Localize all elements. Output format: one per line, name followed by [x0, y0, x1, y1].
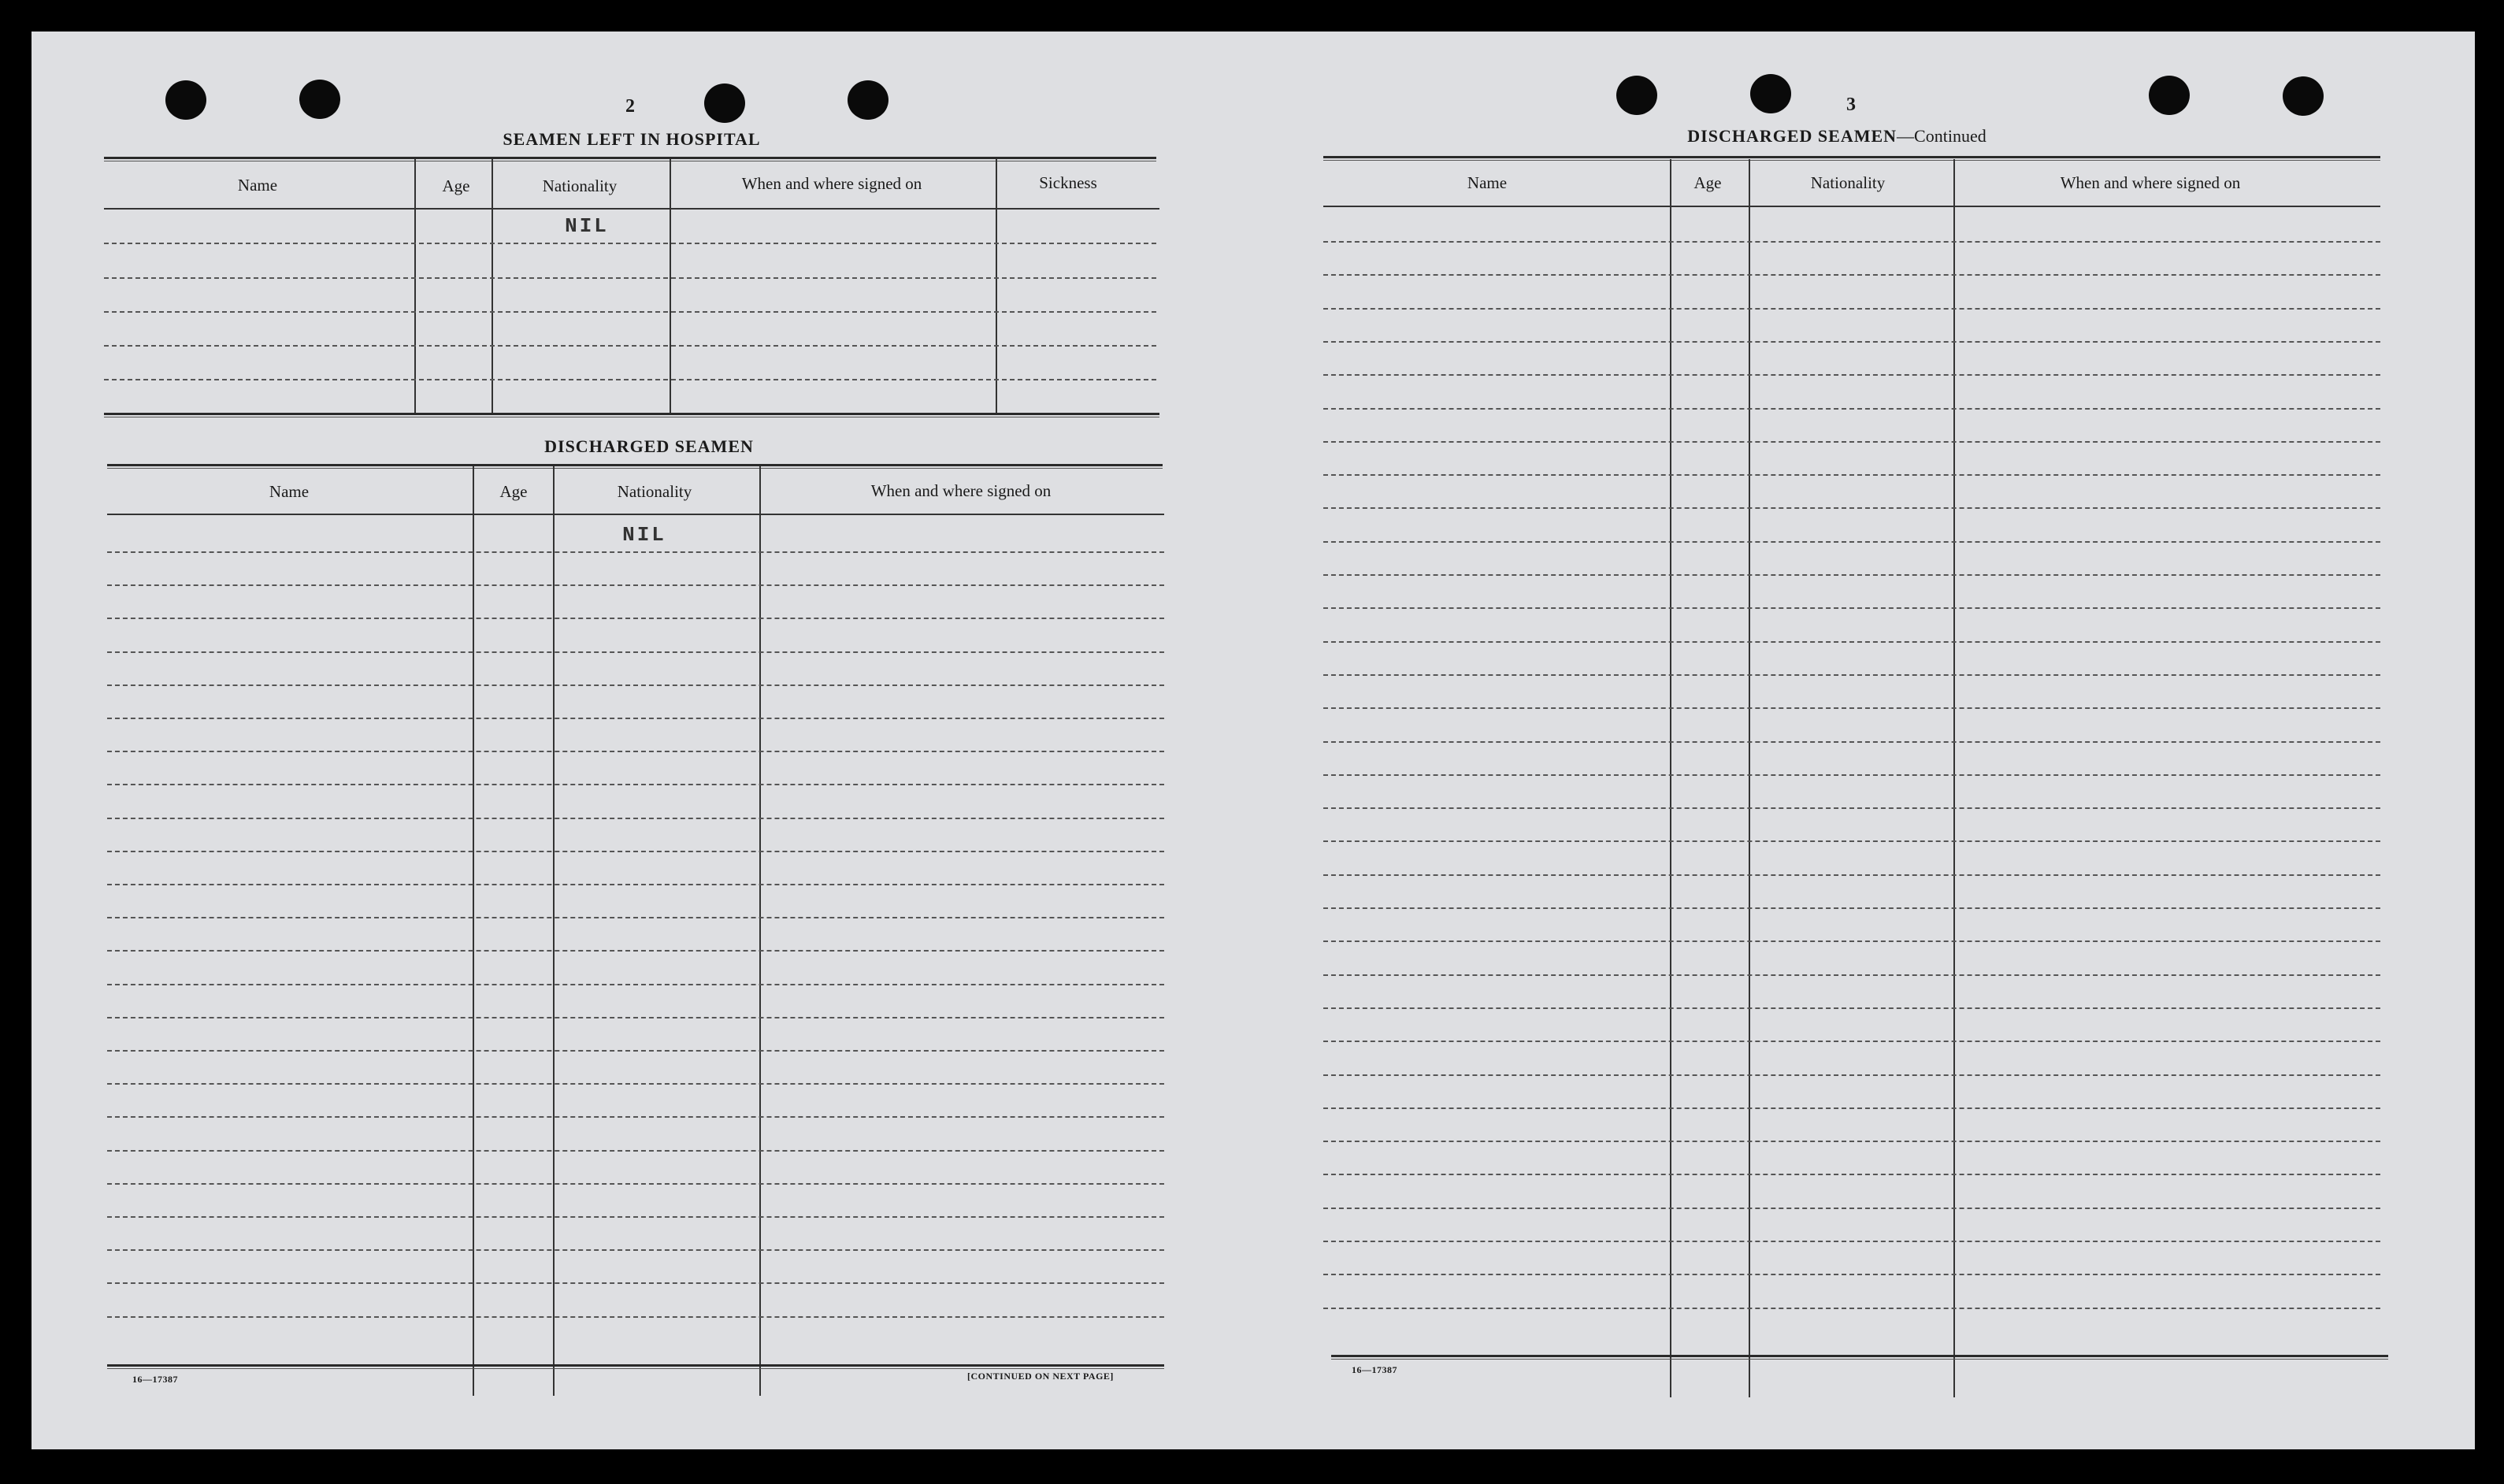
- hospital-top-rule: [104, 157, 1156, 161]
- right-bottom-rule: [1331, 1355, 2388, 1360]
- hospital-header-rule: [104, 208, 1159, 210]
- table-row: [104, 311, 1156, 313]
- punch-hole: [299, 80, 340, 119]
- form-number-right: 16—17387: [1352, 1364, 1397, 1375]
- table-row: [1323, 1141, 2380, 1142]
- hospital-col-divider: [414, 159, 416, 414]
- table-row: [1323, 741, 2380, 743]
- table-row: [107, 950, 1164, 952]
- hospital-header-sickness: Sickness: [1039, 173, 1097, 192]
- table-row: [107, 784, 1164, 785]
- right-col-divider: [1749, 159, 1750, 1397]
- table-row: [107, 884, 1164, 885]
- discharged-nationality-entry: NIL: [622, 523, 666, 547]
- table-row: [1323, 641, 2380, 643]
- discharged-top-rule: [107, 464, 1163, 469]
- discharged-header-rule: [107, 514, 1164, 515]
- right-header-signed-on: When and where signed on: [2060, 173, 2241, 192]
- table-row: [1323, 774, 2380, 776]
- table-row: [1323, 607, 2380, 609]
- hospital-section-title: SEAMEN LEFT IN HOSPITAL: [503, 129, 761, 149]
- table-row: [1323, 674, 2380, 676]
- table-row: [107, 1316, 1164, 1318]
- hospital-header-name: Name: [237, 176, 278, 195]
- right-header-rule: [1323, 206, 2380, 207]
- right-header-age: Age: [1693, 173, 1722, 192]
- table-row: [107, 851, 1164, 852]
- discharged-col-divider: [473, 466, 474, 1396]
- page-number-right: 3: [1846, 95, 1856, 115]
- table-row: [1323, 441, 2380, 443]
- discharged-header-age: Age: [499, 482, 528, 501]
- table-row: [1323, 1208, 2380, 1209]
- continued-note: [CONTINUED ON NEXT PAGE]: [967, 1371, 1114, 1382]
- page-number-left: 2: [625, 96, 635, 117]
- punch-hole: [704, 83, 745, 123]
- table-row: [107, 1050, 1164, 1052]
- hospital-col-divider: [996, 159, 997, 414]
- hospital-header-signed-on: When and where signed on: [741, 174, 922, 193]
- table-row: [107, 1282, 1164, 1284]
- table-row: [1323, 408, 2380, 410]
- discharged-col-divider: [553, 466, 555, 1396]
- discharged-header-nationality: Nationality: [617, 482, 692, 501]
- table-row: [107, 751, 1164, 752]
- table-row: [1323, 308, 2380, 310]
- table-row: [1323, 1041, 2380, 1042]
- table-row: [1323, 474, 2380, 476]
- table-row: [107, 1249, 1164, 1251]
- discharged-section-title: DISCHARGED SEAMEN: [544, 436, 754, 456]
- table-row: [1323, 1241, 2380, 1242]
- right-header-nationality: Nationality: [1810, 173, 1886, 192]
- table-row: [107, 651, 1164, 653]
- table-row: [1323, 840, 2380, 842]
- hospital-header-nationality: Nationality: [542, 176, 618, 195]
- table-row: [107, 1116, 1164, 1118]
- table-row: [107, 917, 1164, 918]
- form-number-left: 16—17387: [132, 1374, 178, 1385]
- table-row: [107, 718, 1164, 719]
- table-row: [1323, 241, 2380, 243]
- punch-hole: [165, 80, 206, 120]
- table-row: [1323, 940, 2380, 942]
- punch-hole: [1750, 74, 1791, 113]
- right-col-divider: [1670, 159, 1671, 1397]
- table-row: [1323, 1074, 2380, 1076]
- table-row: [1323, 374, 2380, 376]
- table-row: [1323, 1107, 2380, 1109]
- table-row: [1323, 541, 2380, 543]
- document-sheet: [32, 32, 2475, 1449]
- table-row: [1323, 707, 2380, 709]
- table-row: [1323, 1174, 2380, 1175]
- table-row: [1323, 341, 2380, 343]
- table-row: [104, 277, 1156, 279]
- table-row: [1323, 1007, 2380, 1009]
- hospital-col-divider: [492, 159, 493, 414]
- hospital-bottom-rule: [104, 413, 1159, 417]
- table-row: [1323, 1274, 2380, 1275]
- hospital-header-age: Age: [442, 176, 470, 195]
- right-col-divider: [1953, 159, 1955, 1397]
- discharged-header-name: Name: [269, 482, 310, 501]
- table-row: [107, 1017, 1164, 1018]
- table-row: [107, 584, 1164, 586]
- discharged-bottom-rule: [107, 1364, 1164, 1369]
- right-title-main: DISCHARGED SEAMEN: [1687, 126, 1897, 146]
- punch-hole: [2283, 76, 2324, 116]
- table-row: [1323, 907, 2380, 909]
- table-row: [104, 345, 1156, 347]
- table-row: [107, 618, 1164, 619]
- table-row: [1323, 874, 2380, 876]
- table-row: [104, 379, 1156, 380]
- table-row: [1323, 1308, 2380, 1309]
- right-top-rule: [1323, 156, 2380, 161]
- table-row: [104, 243, 1156, 244]
- right-title-continued: —Continued: [1897, 126, 1987, 146]
- hospital-nationality-entry: NIL: [565, 214, 609, 238]
- table-row: [1323, 274, 2380, 276]
- table-row: [1323, 807, 2380, 809]
- discharged-col-divider: [759, 466, 761, 1396]
- table-row: [1323, 574, 2380, 576]
- table-row: [107, 818, 1164, 819]
- right-header-name: Name: [1467, 173, 1508, 192]
- table-row: [107, 1150, 1164, 1152]
- right-section-title: [1687, 126, 1986, 147]
- table-row: [107, 1183, 1164, 1185]
- punch-hole: [2149, 76, 2190, 115]
- discharged-header-signed-on: When and where signed on: [870, 481, 1052, 500]
- table-row: [107, 551, 1164, 553]
- punch-hole: [848, 80, 888, 120]
- hospital-col-divider: [670, 159, 671, 414]
- table-row: [1323, 507, 2380, 509]
- table-row: [107, 984, 1164, 985]
- table-row: [107, 1083, 1164, 1085]
- table-row: [107, 684, 1164, 686]
- table-row: [107, 1216, 1164, 1218]
- punch-hole: [1616, 76, 1657, 115]
- table-row: [1323, 974, 2380, 976]
